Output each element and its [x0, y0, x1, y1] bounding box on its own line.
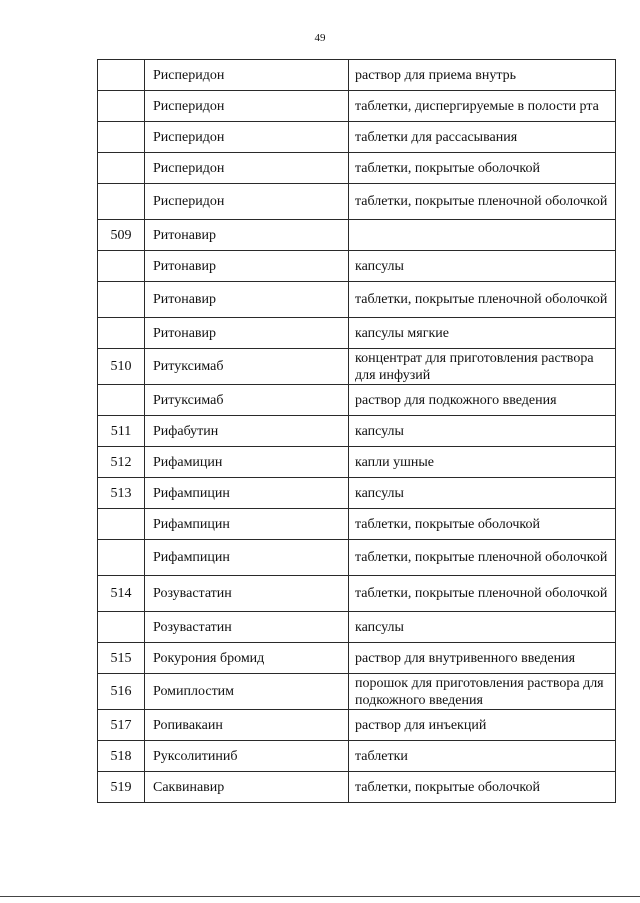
dosage-form-cell: таблетки, покрытые пленочной оболочкой — [349, 540, 616, 576]
dosage-form-cell: раствор для подкожного введения — [349, 385, 616, 416]
drug-table-body — [98, 60, 616, 803]
row-number-cell: 514 — [98, 576, 145, 612]
table-row — [98, 576, 616, 612]
row-number-cell: 518 — [98, 741, 145, 772]
row-number-cell: 513 — [98, 478, 145, 509]
row-number-cell — [98, 91, 145, 122]
row-number-cell — [98, 184, 145, 220]
drug-name-cell: Рисперидон — [145, 184, 349, 220]
table-row — [98, 251, 616, 282]
dosage-form-cell: капсулы мягкие — [349, 318, 616, 349]
dosage-form-cell: таблетки, покрытые оболочкой — [349, 509, 616, 540]
dosage-form-cell: таблетки, покрытые пленочной оболочкой — [349, 576, 616, 612]
drug-name-cell: Рокурония бромид — [145, 643, 349, 674]
drug-name-cell: Рифампицин — [145, 509, 349, 540]
dosage-form-cell: концентрат для приготовления раствора для инфузий — [349, 349, 616, 385]
table-row — [98, 710, 616, 741]
drug-table — [97, 59, 616, 803]
row-number-cell — [98, 509, 145, 540]
table-row — [98, 674, 616, 710]
dosage-form-cell: таблетки — [349, 741, 616, 772]
drug-name-cell: Розувастатин — [145, 612, 349, 643]
drug-name-cell: Рифампицин — [145, 478, 349, 509]
row-number-cell: 517 — [98, 710, 145, 741]
table-row — [98, 612, 616, 643]
dosage-form-cell: раствор для инъекций — [349, 710, 616, 741]
table-row — [98, 772, 616, 803]
row-number-cell — [98, 122, 145, 153]
row-number-cell: 509 — [98, 220, 145, 251]
drug-name-cell: Ропивакаин — [145, 710, 349, 741]
dosage-form-cell: порошок для приготовления раствора для подкожного введения — [349, 674, 616, 710]
table-row — [98, 220, 616, 251]
row-number-cell: 512 — [98, 447, 145, 478]
page-number: 49 — [314, 32, 326, 44]
drug-name-cell: Ритуксимаб — [145, 349, 349, 385]
drug-name-cell: Рифампицин — [145, 540, 349, 576]
row-number-cell — [98, 318, 145, 349]
table-row — [98, 643, 616, 674]
row-number-cell: 511 — [98, 416, 145, 447]
drug-name-cell: Саквинавир — [145, 772, 349, 803]
drug-name-cell: Руксолитиниб — [145, 741, 349, 772]
table-row — [98, 509, 616, 540]
row-number-cell — [98, 60, 145, 91]
dosage-form-cell: капсулы — [349, 251, 616, 282]
row-number-cell — [98, 612, 145, 643]
dosage-form-cell: капсулы — [349, 416, 616, 447]
dosage-form-cell: таблетки для рассасывания — [349, 122, 616, 153]
dosage-form-cell: раствор для приема внутрь — [349, 60, 616, 91]
drug-name-cell: Ритонавир — [145, 318, 349, 349]
dosage-form-cell: таблетки, покрытые пленочной оболочкой — [349, 282, 616, 318]
drug-name-cell: Рифабутин — [145, 416, 349, 447]
drug-name-cell: Ромиплостим — [145, 674, 349, 710]
row-number-cell: 515 — [98, 643, 145, 674]
table-row — [98, 91, 616, 122]
dosage-form-cell — [349, 220, 616, 251]
table-row — [98, 540, 616, 576]
table-row — [98, 153, 616, 184]
dosage-form-cell: капсулы — [349, 612, 616, 643]
row-number-cell: 519 — [98, 772, 145, 803]
drug-name-cell: Рисперидон — [145, 60, 349, 91]
table-row — [98, 349, 616, 385]
drug-name-cell: Ритонавир — [145, 220, 349, 251]
table-row — [98, 478, 616, 509]
table-row — [98, 282, 616, 318]
drug-name-cell: Рисперидон — [145, 153, 349, 184]
dosage-form-cell: капли ушные — [349, 447, 616, 478]
dosage-form-cell: капсулы — [349, 478, 616, 509]
drug-name-cell: Ритуксимаб — [145, 385, 349, 416]
table-row — [98, 447, 616, 478]
page-bottom-rule — [0, 896, 640, 897]
dosage-form-cell: раствор для внутривенного введения — [349, 643, 616, 674]
table-row — [98, 416, 616, 447]
dosage-form-cell: таблетки, диспергируемые в полости рта — [349, 91, 616, 122]
dosage-form-cell: таблетки, покрытые пленочной оболочкой — [349, 184, 616, 220]
row-number-cell — [98, 251, 145, 282]
drug-name-cell: Рисперидон — [145, 91, 349, 122]
drug-name-cell: Ритонавир — [145, 282, 349, 318]
row-number-cell: 516 — [98, 674, 145, 710]
row-number-cell: 510 — [98, 349, 145, 385]
row-number-cell — [98, 385, 145, 416]
table-row — [98, 122, 616, 153]
drug-name-cell: Ритонавир — [145, 251, 349, 282]
row-number-cell — [98, 540, 145, 576]
dosage-form-cell: таблетки, покрытые оболочкой — [349, 153, 616, 184]
drug-name-cell: Рифамицин — [145, 447, 349, 478]
drug-name-cell: Розувастатин — [145, 576, 349, 612]
table-row — [98, 184, 616, 220]
row-number-cell — [98, 153, 145, 184]
row-number-cell — [98, 282, 145, 318]
table-row — [98, 741, 616, 772]
dosage-form-cell: таблетки, покрытые оболочкой — [349, 772, 616, 803]
drug-name-cell: Рисперидон — [145, 122, 349, 153]
table-row — [98, 385, 616, 416]
table-row — [98, 60, 616, 91]
table-row — [98, 318, 616, 349]
